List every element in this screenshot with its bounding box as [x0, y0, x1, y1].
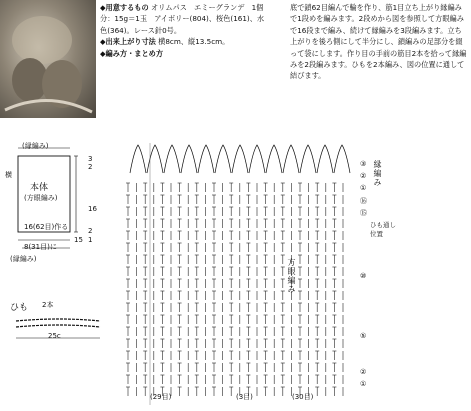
cord-line [16, 325, 100, 327]
scallop-mark [147, 145, 163, 173]
cord-title: ひも [10, 303, 29, 313]
method-text: 底で鎖62目編んで輪を作り、筋1目立ち上がり縁編みで1段めを編みます。2段めから図を参照して方眼編みで16段まで編み、続けて縁編みを3段編みます。立ち上がりを後ろ側にして半分にし、鎖編みの足部分を綴って袋にします。作り目の手前の筋目2本を拾って縁編みを2段編みます。ひもを2本編み、図の位置に通して結びます。 [290, 3, 467, 81]
method-heading: ◆編み方・まとめ方 [100, 48, 164, 58]
size-heading: ◆出来上がり寸法 [100, 37, 156, 47]
edge-label: 縁編み [373, 160, 382, 187]
scallop-mark [130, 145, 146, 173]
mesh-grid [126, 183, 343, 396]
cord-count: 2本 [42, 301, 54, 309]
scallop-mark [283, 145, 299, 173]
stitch-label: 16(62目)作る [24, 223, 69, 231]
row-marker: ⑤ [360, 332, 367, 340]
scallop-mark [266, 145, 282, 173]
schematic-diagram [0, 138, 115, 411]
scallop-mark [317, 145, 333, 173]
row-marker: ⑯ [360, 197, 367, 205]
scallop-mark [164, 145, 180, 173]
scallop-mark [181, 145, 197, 173]
count-side-b: 15 [74, 236, 83, 244]
row-marker: ⑩ [360, 272, 367, 280]
count-top-b: 2 [88, 163, 93, 171]
edge-top-label: (縁編み) [22, 142, 49, 150]
instructions-right [290, 2, 468, 82]
scallop-mark [232, 145, 248, 173]
body-label: 本体 [30, 183, 49, 193]
row-marker: ③ [360, 160, 367, 168]
row-marker: ② [360, 368, 367, 376]
row-marker: ② [360, 172, 367, 180]
cord-position-label: ひも通し位置 [370, 221, 396, 238]
scallop-mark [249, 145, 265, 173]
edge-scallops [130, 145, 350, 173]
count-bottom-b: 1 [88, 236, 93, 244]
bottom-left-count: (29目) [150, 393, 172, 401]
width-side-label: 横 [5, 171, 12, 179]
cord-length: 25c [48, 332, 61, 340]
count-top: 3 [88, 155, 93, 163]
row-marker: ⑮ [360, 209, 367, 217]
instructions-left [100, 2, 270, 59]
scallop-mark [300, 145, 316, 173]
body-chart-label: 方眼編み [287, 258, 296, 294]
count-side-a: 16 [88, 205, 97, 213]
row-marker: ① [360, 184, 367, 192]
scallop-mark [215, 145, 231, 173]
edge-bottom-label: (縁編み) [10, 255, 37, 263]
scallop-mark [334, 145, 350, 173]
count-bottom: 2 [88, 227, 93, 235]
row-marker: ① [360, 380, 367, 388]
body-sub-label: (方眼編み) [24, 194, 58, 202]
stitch-label-2: 8(31目)に [24, 243, 57, 251]
size-text: 横8cm、縦13.5cm。 [158, 37, 230, 47]
photo-image [0, 0, 96, 118]
product-photo [0, 0, 96, 118]
materials-text: オリムパス エミーグランデ 1個分：15g＝1玉 アイボリー(804)、桜色(161)、水色(364)。レース針0号。 [100, 3, 265, 35]
bottom-mid-count: (3目) [236, 393, 253, 401]
cord-line [16, 319, 100, 321]
crochet-chart [120, 143, 360, 405]
materials-heading: ◆用意するもの [100, 3, 149, 12]
scallop-mark [198, 145, 214, 173]
bottom-right-count: (30目) [292, 393, 314, 401]
